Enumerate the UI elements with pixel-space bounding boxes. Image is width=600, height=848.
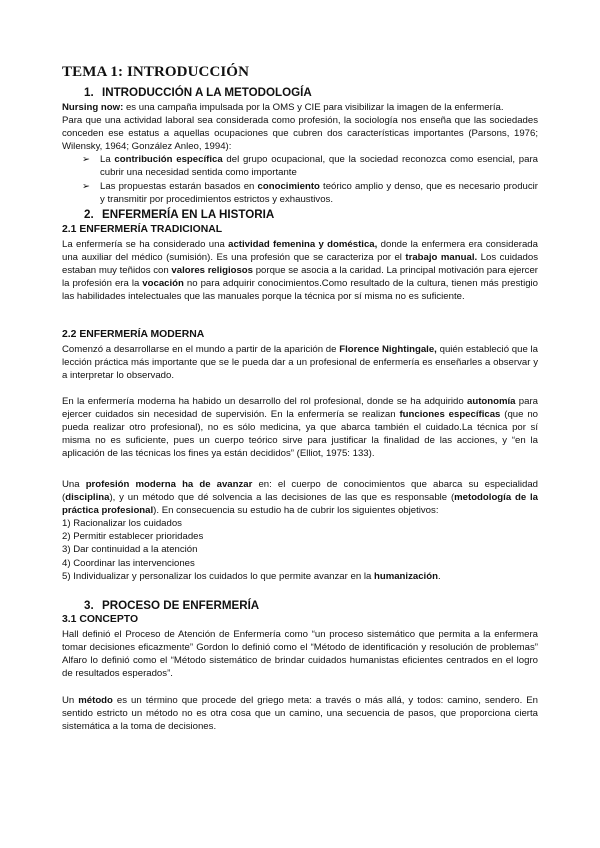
list-item: 5) Individualizar y personalizar los cuidados lo que permite avanzar en la humanización.	[62, 570, 441, 582]
subsection-2-1-heading: 2.1 ENFERMERÍA TRADICIONAL	[62, 224, 223, 235]
section-3-title: PROCESO DE ENFERMERÍA	[102, 599, 260, 612]
section-2-title: ENFERMERÍA EN LA HISTORIA	[102, 208, 275, 221]
section-3-number: 3.	[84, 599, 94, 612]
bullet-item: ➢ Las propuestas estarán basados en conocimiento teórico amplio y denso, que es necesario producir y transmitir por procedimientos estrictos y exhaustivos.	[82, 181, 538, 206]
section-1-heading	[84, 86, 312, 99]
concept-paragraph: Hall definió el Proceso de Atención de Enfermería como “un proceso sistemático que permita a la enfermera tomar decisiones eficazmente” Gordon lo definió como el “Método de identificación y resolución de problemas” Alfaro lo definió como el “Método sistemático de brindar cuidados humanistas eficientes centrados en el logro de resultados esperados”.	[62, 629, 538, 680]
traditional-nursing-paragraph: La enfermería se ha considerado una actividad femenina y doméstica, donde la enfermera era considerada una auxiliar del médico (sumisión). Es una profesión que se caracteriza por el trabajo manual. Los cuidados estaban muy teñidos con valores religiosos porque se asocia a la caridad. La principal motivación para ejercer la profesión era la vocación no para adquirir conocimientos.Como resultado de la cultura, tienen más prestigio las habilidades intelectuales que las manuales porque la técnica por sí misma no es suficiente.	[62, 239, 538, 303]
modern-nursing-paragraph-1: Comenzó a desarrollarse en el mundo a partir de la aparición de Florence Nightingale, quién estableció que la lección práctica más importante que se le pueda dar a un profesional de enfermería es enseñarles a observar y a interpretar lo observado.	[62, 344, 538, 382]
modern-nursing-paragraph-2: En la enfermería moderna ha habido un desarrollo del rol profesional, donde se ha adquirido autonomía para ejercer cuidados sin necesidad de supervisión. En la enfermería se realizan funciones específicas (que no pueda realizar otro profesional), no es sólo medicina, ya que abarca también el cuidado.La técnica por sí misma no es suficiente, pues un cuerpo teórico sirve para justificar la finalidad de las acciones, y “en la aplicación de las técnicas los fines ya están decididos” (Elliot, 1975: 133).	[62, 396, 538, 460]
section-3-heading	[84, 599, 259, 612]
modern-nursing-paragraph-3: Una profesión moderna ha de avanzar en: el cuerpo de conocimientos que abarca su especialidad (disciplina), y un método que dé solvencia a las decisiones de las que es responsable (metodología de la práctica profesional). En consecuencia su estudio ha de cubrir los siguientes objetivos:	[62, 479, 539, 517]
nursing-now-label: Nursing now:	[62, 102, 124, 113]
section-1-title: INTRODUCCIÓN A LA METODOLOGÍA	[102, 86, 312, 99]
profession-paragraph: Para que una actividad laboral sea considerada como profesión, la sociología nos enseña que las sociedades conceden ese estatus a aquellas ocupaciones que cubren dos características importantes (Parsons, 1976; Wilensky, 1964; González Anleo, 1994):	[62, 115, 538, 153]
list-item: 2) Permitir establecer prioridades	[62, 531, 204, 543]
arrow-bullet-icon: ➢	[82, 181, 91, 192]
list-item: 3) Dar continuidad a la atención	[62, 544, 198, 556]
nursing-now-paragraph: Nursing now: es una campaña impulsada por la OMS y CIE para visibilizar la imagen de la enfermería.	[62, 102, 504, 113]
arrow-bullet-icon: ➢	[82, 154, 91, 165]
section-2-number: 2.	[84, 208, 94, 221]
subsection-3-1-heading: 3.1 CONCEPTO	[62, 614, 139, 625]
document-title: TEMA 1: INTRODUCCIÓN	[62, 64, 250, 80]
list-item: 4) Coordinar las intervenciones	[62, 557, 195, 569]
section-1-number: 1.	[84, 86, 94, 99]
bullet-item: ➢ La contribución específica del grupo ocupacional, que la sociedad reconozca como esencial, para cubrir una necesidad sentida como importante	[82, 154, 538, 179]
list-item: 1) Racionalizar los cuidados	[62, 518, 182, 529]
subsection-2-2-heading: 2.2 ENFERMERÍA MODERNA	[62, 329, 205, 340]
method-paragraph: Un método es un término que procede del griego meta: a través o más allá, y todos: camino, sendero. En sentido estricto un método no es otra cosa que un camino, una secuencia de pasos, que proporciona cierta sistemática a la toma de decisiones.	[62, 695, 538, 733]
objectives-list	[62, 517, 538, 583]
section-2-heading	[84, 208, 274, 221]
